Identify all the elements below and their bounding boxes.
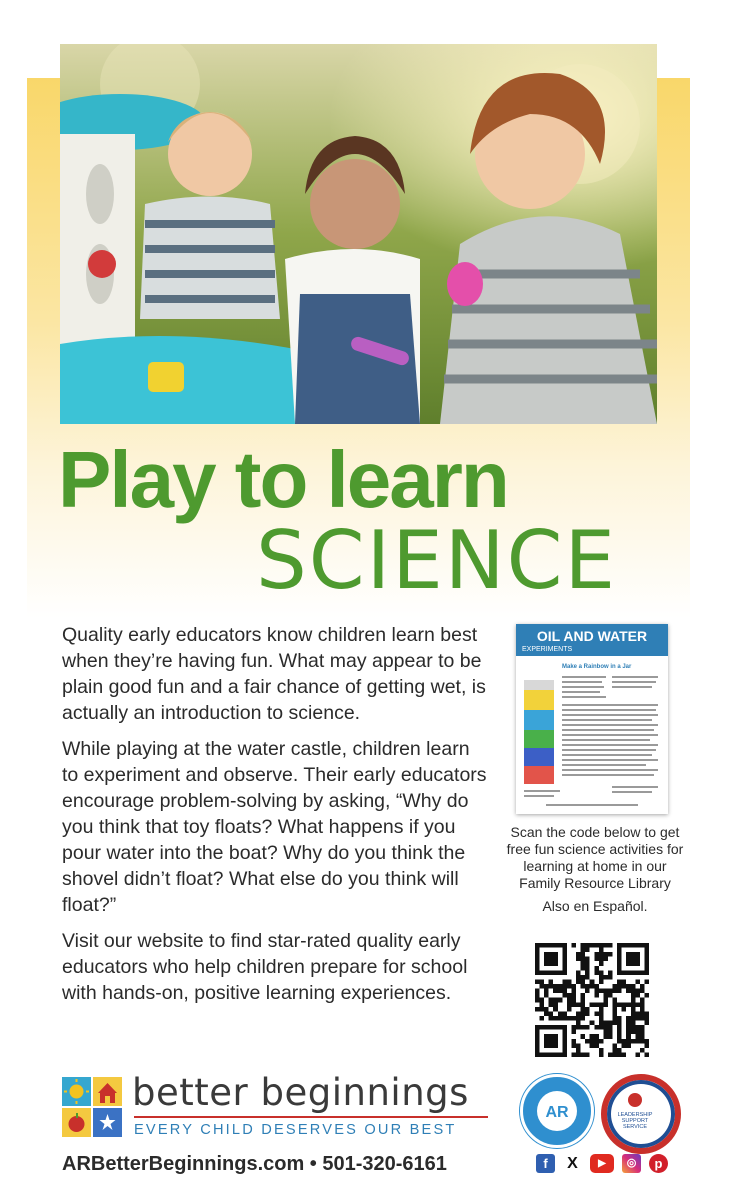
rainbow-jar-image bbox=[516, 668, 668, 814]
brand-tagline: EVERY CHILD DESERVES OUR BEST bbox=[134, 1122, 457, 1138]
activity-sheet-label: EXPERIMENTS bbox=[516, 645, 668, 656]
instagram-icon[interactable]: ◎ bbox=[622, 1154, 641, 1173]
education-seal-mark: AR bbox=[545, 1104, 569, 1121]
education-seal-icon bbox=[523, 1077, 591, 1145]
headline-line1: Play to learn bbox=[58, 435, 508, 524]
better-beginnings-logo[interactable] bbox=[62, 1071, 494, 1145]
scan-code-text: Scan the code below to get free fun science activities for learning at home in our Family Resource Library bbox=[506, 824, 684, 891]
education-department-seal[interactable] bbox=[520, 1074, 594, 1148]
pinterest-icon[interactable]: p bbox=[649, 1154, 668, 1173]
spanish-note: Also en Español. bbox=[542, 898, 648, 914]
paragraph-intro: Quality early educators know children learn best when they’re having fun. What may appear to be plain good fun and a fair chance of getting wet, is actually an introduction to science. bbox=[62, 624, 486, 724]
qr-code[interactable] bbox=[535, 943, 649, 1057]
brand-name: better beginnings bbox=[132, 1071, 469, 1114]
logo-blocks-icon bbox=[62, 1077, 122, 1137]
facebook-icon[interactable]: f bbox=[536, 1154, 555, 1173]
headline bbox=[58, 435, 678, 607]
svg-text:LEADERSHIP: LEADERSHIP bbox=[617, 1112, 653, 1118]
headline-line2: SCIENCE bbox=[256, 514, 618, 607]
hero-photo bbox=[60, 44, 657, 424]
youtube-icon[interactable]: ▶ bbox=[590, 1154, 614, 1173]
activity-sheet-subtitle: Make a Rainbow in a Jar bbox=[562, 664, 632, 670]
activity-sheet-title: OIL AND WATER bbox=[516, 624, 668, 645]
body-copy bbox=[62, 622, 490, 1016]
paragraph-water-castle: While playing at the water castle, children learn to experiment and observe. Their early educators encourage problem-solving by asking, “Why do you think that toy floats? What happens if you pour water into the boat? Why do you think the shovel didn’t float? What else do you think will float?” bbox=[62, 738, 487, 916]
svg-text:SUPPORT: SUPPORT bbox=[621, 1118, 649, 1124]
x-icon[interactable]: X bbox=[563, 1154, 582, 1173]
leadership-support-seal[interactable] bbox=[601, 1074, 681, 1154]
brand-divider bbox=[134, 1116, 488, 1118]
activity-sheet-thumbnail[interactable] bbox=[516, 624, 668, 814]
scan-code-caption bbox=[506, 824, 684, 915]
contact-line[interactable]: ARBetterBeginnings.com • 501-320-6161 bbox=[62, 1153, 447, 1175]
leadership-seal-icon bbox=[607, 1080, 663, 1136]
social-icons bbox=[536, 1154, 668, 1173]
svg-text:SERVICE: SERVICE bbox=[622, 1124, 648, 1130]
paragraph-visit-website: Visit our website to find star-rated quality early educators who help children prepare for school with hands-on, positive learning experiences. bbox=[62, 930, 468, 1004]
